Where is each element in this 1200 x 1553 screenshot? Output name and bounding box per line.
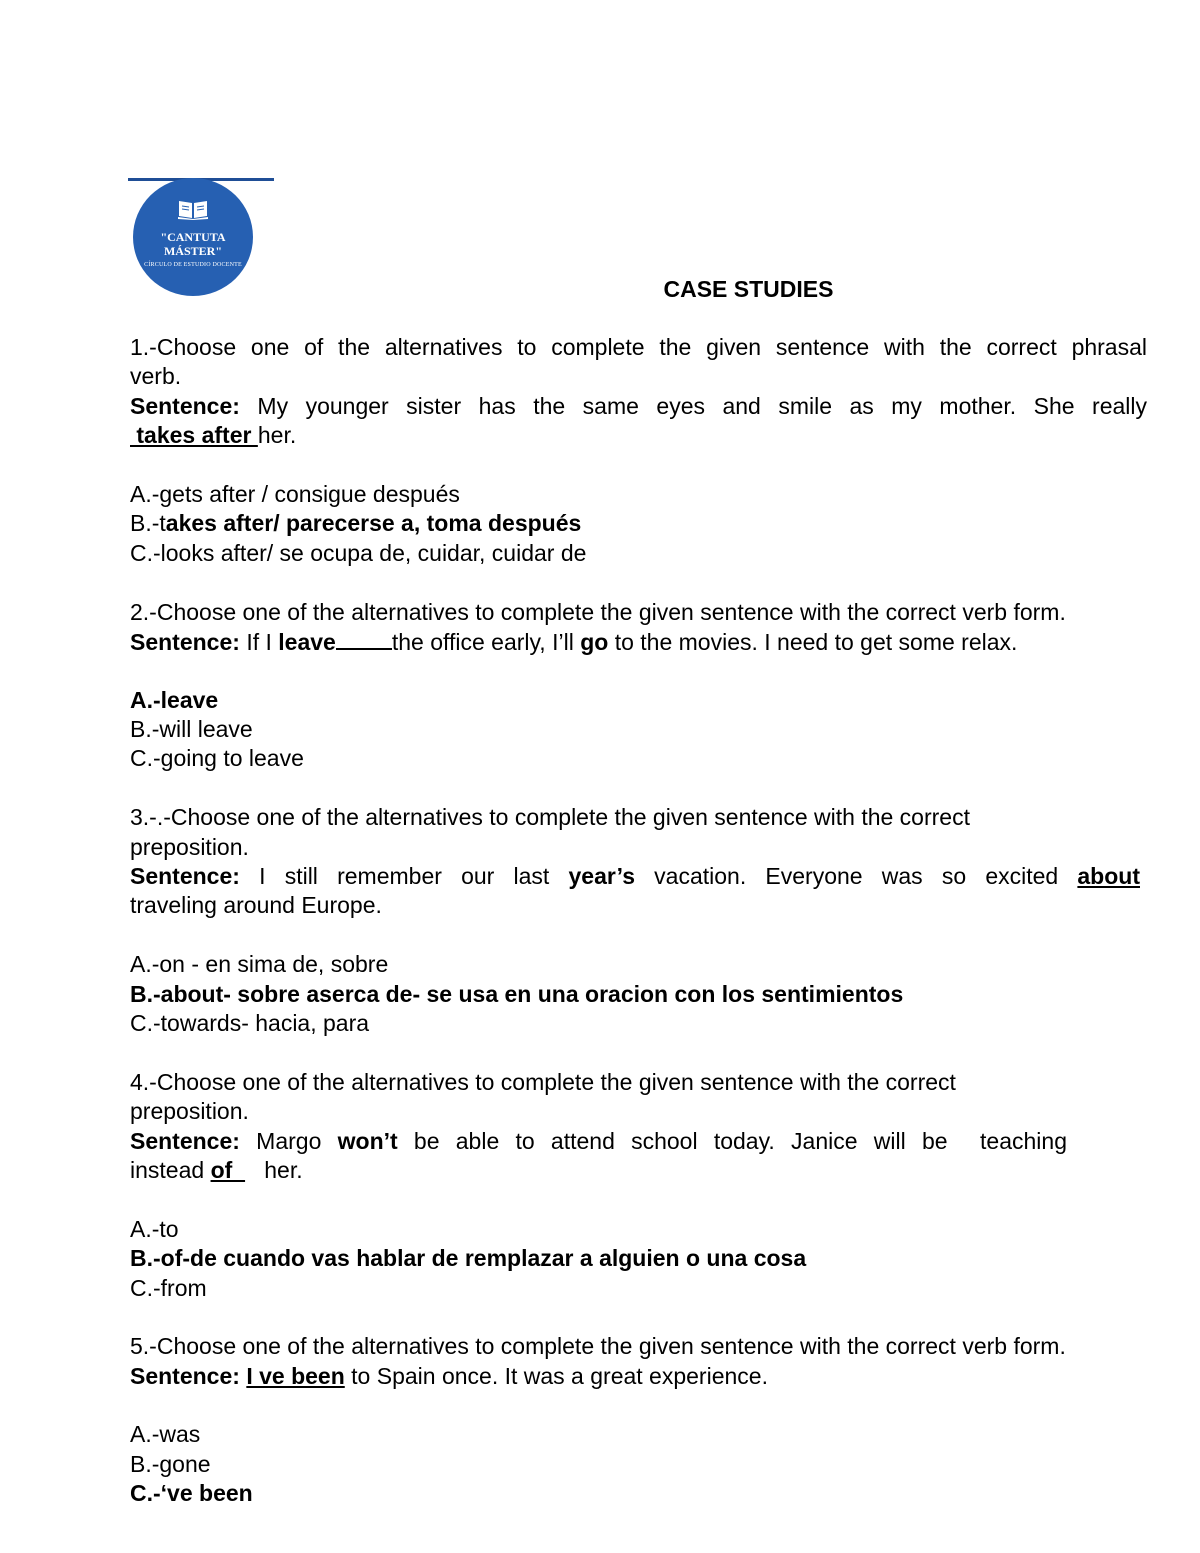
open-book-icon [177, 198, 209, 220]
spacer [130, 921, 1147, 950]
q1-sentence-end: her. [257, 422, 297, 449]
q3-answer: about [1077, 863, 1140, 890]
q1-answer: takes after [130, 422, 258, 449]
sentence-label: Sentence: [130, 863, 240, 890]
q2-option-c: C.-going to leave [130, 745, 304, 772]
q4-option-c: C.-from [130, 1274, 207, 1301]
q1-sentence-line1 [130, 392, 1147, 421]
q4-option-b: B.-of-de cuando vas hablar de remplazar a alguien o una cosa [130, 1245, 807, 1272]
q1-option-c: C.-looks after/ se ocupa de, cuidar, cuidar de [130, 539, 587, 566]
q4-prompt-line1: 4.-Choose one of the alternatives to complete the given sentence with the correct [130, 1068, 956, 1095]
page-title: CASE STUDIES [663, 276, 834, 302]
q5-option-b: B.-gone [130, 1450, 211, 1477]
q2-sentence: Sentence: If I leave the office early, I’ll go to the movies. I need to get some relax. [130, 628, 1018, 655]
q3-prompt-line2: preposition. [130, 833, 249, 860]
q4-sentence-line2: instead of her. [130, 1156, 303, 1183]
q2-answer: leave [278, 628, 336, 655]
spacer [130, 1038, 1147, 1067]
sentence-label: Sentence: [130, 1362, 240, 1389]
spacer [130, 568, 1147, 597]
sentence-label: Sentence: [130, 628, 240, 655]
q2-option-b: B.-will leave [130, 716, 253, 743]
q4-prompt-line2: preposition. [130, 1098, 249, 1125]
spacer [130, 1185, 1147, 1214]
q5-prompt: 5.-Choose one of the alternatives to complete the given sentence with the correct verb form. [130, 1333, 1066, 1360]
q5-sentence: Sentence: I ve been to Spain once. It was a great experience. [130, 1362, 768, 1389]
q1-prompt-line1: 1.-Choose one of the alternatives to complete the given sentence with the correct phrasal [130, 334, 1147, 360]
spacer [130, 656, 1147, 685]
spacer [130, 1391, 1147, 1420]
q1-prompt-line2: verb. [130, 363, 182, 390]
q2-prompt: 2.-Choose one of the alternatives to complete the given sentence with the correct verb form. [130, 598, 1066, 625]
q1-option-a: A.-gets after / consigue después [130, 480, 460, 507]
q4-sentence-line1: Sentence: Margo won’t be able to attend school today. Janice will be teaching [130, 1127, 1067, 1154]
q3-option-c: C.-towards- hacia, para [130, 1009, 370, 1036]
q5-option-a: A.-was [130, 1421, 201, 1448]
sentence-label: Sentence: [130, 1127, 240, 1154]
sentence-label: Sentence: [130, 392, 240, 419]
q1-option-b: B.-takes after/ parecerse a, toma después [130, 510, 582, 537]
q3-option-a: A.-on - en sima de, sobre [130, 951, 389, 978]
q3-sentence-line2: traveling around Europe. [130, 892, 382, 919]
q4-option-a: A.-to [130, 1215, 179, 1242]
q1-sentence-line2 [130, 421, 1147, 450]
spacer [130, 1303, 1147, 1332]
q3-option-b: B.-about- sobre aserca de- se usa en una oracion con los sentimientos [130, 980, 904, 1007]
q3-sentence-line1: Sentence: I still remember our last year’s vacation. Everyone was so excited about [130, 863, 1140, 890]
spacer [130, 451, 1147, 480]
q3-prompt-line1: 3.-.-Choose one of the alternatives to complete the given sentence with the correct [130, 804, 970, 831]
q1-sentence-text: My younger sister has the same eyes and smile as my mother. She really [239, 392, 1147, 419]
logo-text-line2: MÁSTER" [163, 244, 222, 258]
questions-body [130, 333, 1147, 1509]
q2-blank [336, 627, 392, 650]
q2-option-a: A.-leave [130, 686, 219, 713]
logo-text-line1: "CANTUTA [160, 230, 226, 244]
q5-option-c: C.-‘ve been [130, 1480, 253, 1507]
q4-answer: of [210, 1156, 246, 1183]
q5-answer: I ve been [246, 1362, 345, 1389]
spacer [130, 774, 1147, 803]
logo-text-line3: CÍRCULO DE ESTUDIO DOCENTE [144, 262, 242, 268]
